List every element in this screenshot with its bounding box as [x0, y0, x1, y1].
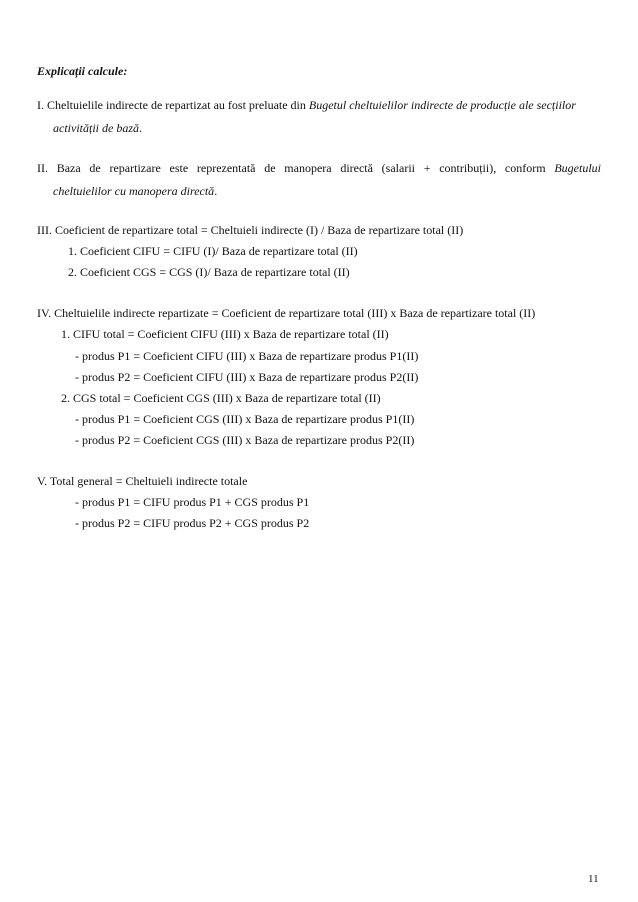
section-2-line-1 [37, 160, 601, 176]
page-title: Explicații calcule: [37, 64, 128, 78]
section-2-end: . [214, 184, 218, 198]
section-4-cgs-total: 2. CGS total = Coeficient CGS (III) x Baza de repartizare total (II) [61, 391, 381, 405]
section-1-line-2 [53, 120, 142, 136]
section-2-italic-1: Bugetului [554, 161, 601, 175]
section-5-item-1: - produs P1 = CIFU produs P1 + CGS produs P1 [75, 495, 310, 509]
section-2-lead: II. Baza de repartizare este reprezentată de manopera directă (salarii + contribuții), conform [37, 161, 555, 175]
section-4-cgs-item-1: - produs P1 = Coeficient CGS (III) x Baza de repartizare produs P1(II) [75, 412, 415, 426]
section-1-italic-1: Bugetul cheltuielilor indirecte de producție ale secțiilor [308, 98, 576, 112]
section-1-lead: I. Cheltuielile indirecte de repartizat au fost preluate din [37, 98, 309, 112]
section-1-end: . [139, 121, 142, 135]
section-4-heading: IV. Cheltuielile indirecte repartizate = Coeficient de repartizare total (III) x Baza de repartizare total (II) [37, 306, 536, 320]
section-5-heading: V. Total general = Cheltuieli indirecte totale [37, 474, 248, 488]
section-4-cgs-item-2: - produs P2 = Coeficient CGS (III) x Baza de repartizare produs P2(II) [75, 433, 415, 447]
section-1-line-1 [37, 97, 576, 113]
section-3-item-1: 1. Coeficient CIFU = CIFU (I)/ Baza de repartizare total (II) [68, 244, 358, 258]
section-4-cifu-item-2: - produs P2 = Coeficient CIFU (III) x Baza de repartizare produs P2(II) [75, 370, 419, 384]
section-2-line-2 [53, 183, 217, 199]
section-3-heading: III. Coeficient de repartizare total = Cheltuieli indirecte (I) / Baza de repartizare total (II) [37, 223, 464, 237]
section-3-item-2: 2. Coeficient CGS = CGS (I)/ Baza de repartizare total (II) [68, 265, 350, 279]
section-4-cifu-item-1: - produs P1 = Coeficient CIFU (III) x Baza de repartizare produs P1(II) [75, 349, 419, 363]
section-1-italic-2: activității de bază [53, 121, 139, 135]
section-2-italic-2: cheltuielilor cu manopera directă [53, 184, 215, 198]
section-4-cifu-total: 1. CIFU total = Coeficient CIFU (III) x Baza de repartizare total (II) [61, 327, 389, 341]
page-number: 11 [588, 873, 599, 885]
section-5-item-2: - produs P2 = CIFU produs P2 + CGS produs P2 [75, 516, 310, 530]
